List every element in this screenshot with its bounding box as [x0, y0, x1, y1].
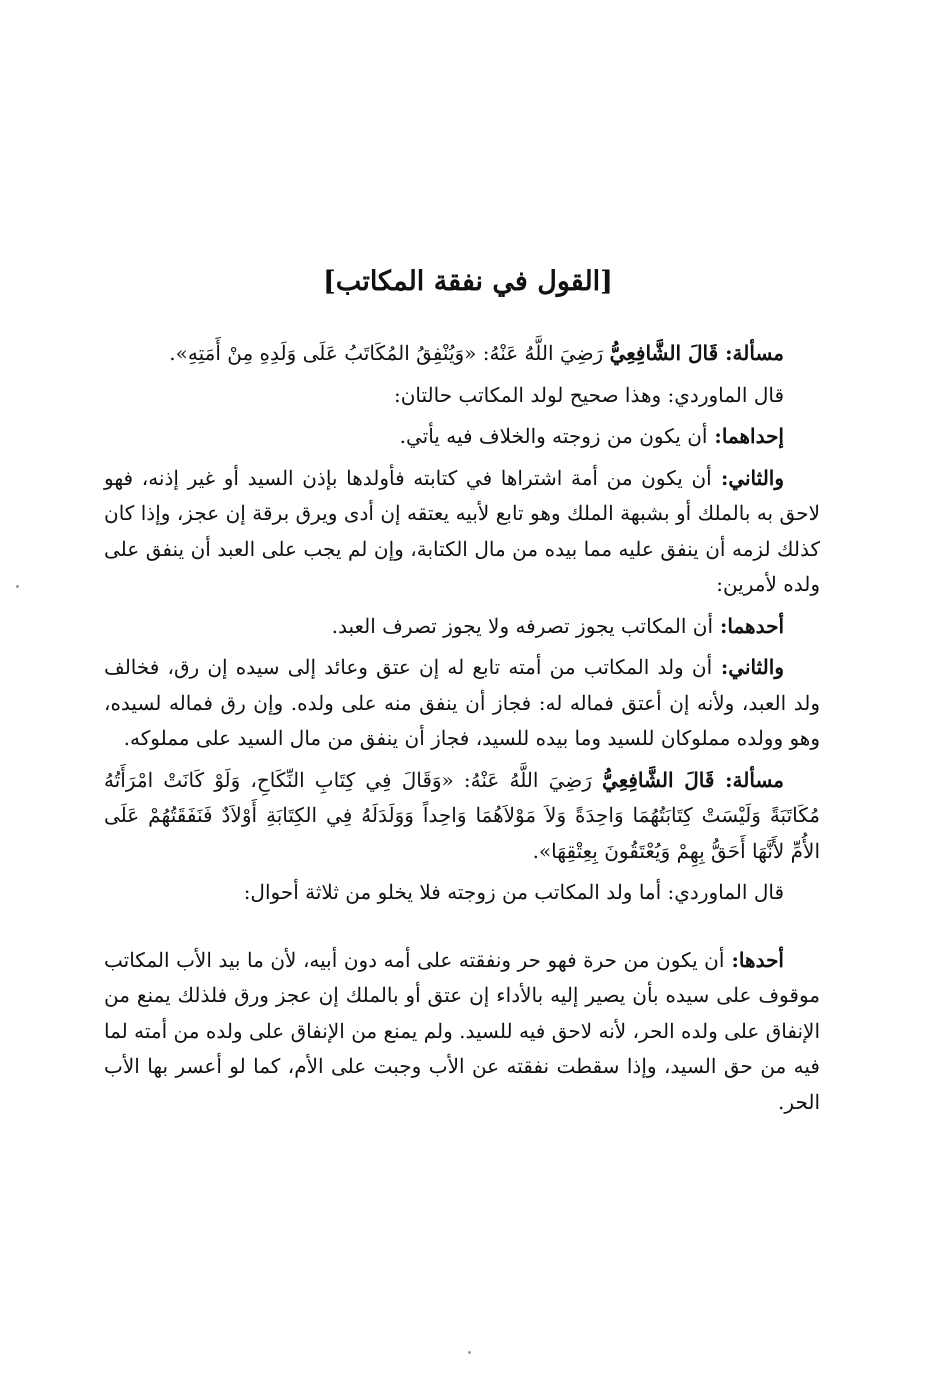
paragraph-text: رَضِيَ اللَّهُ عَنْهُ: «وَيُنْفِقُ المُكَاتَبُ عَلَى وَلَدِهِ مِنْ أَمَتِهِ».: [169, 341, 610, 365]
paragraph-text: أن المكاتب يجوز تصرفه ولا يجوز تصرف العبد.: [331, 613, 714, 638]
body-text: [104, 336, 820, 1126]
paragraph-text: أن ولد المكاتب من أمته تابع له إن عتق وعائد إلى سيده إن رق، فخالف ولد العبد، ولأنه إن أعتق فماله له: فجاز أن ينفق منه على ولده. وإن رق فماله لسيده، وهو وولده مملوكان للسيد وما بيده للسيد، فجاز أن ينفق من مال السيد على مملوكه.: [104, 655, 820, 750]
paragraph-lead: والثاني:: [712, 655, 784, 679]
scan-speck: [468, 1351, 471, 1354]
paragraph-lead: مسألة:: [718, 341, 784, 365]
paragraph-ahaduha: [104, 943, 820, 1121]
paragraph-mawardi-2: [104, 875, 820, 911]
paragraph-thani-2: [104, 650, 820, 757]
paragraph-masala-1: [104, 336, 820, 372]
paragraph-text: أن يكون من حرة فهو حر ونفقته على أمه دون أبيه، لأن ما بيد الأب المكاتب موقوف على سيده بأن يصير إليه بالأداء إن عتق أو بالملك إن عجز ورق فلذلك يمنع من الإنفاق على ولده الحر، لأنه لاحق فيه للسيد. ولم يمنع من الإنفاق على ولده من أمته لما فيه من حق السيد، وإذا سقطت نفقته عن الأب وجبت على الأم، كما لو أعسر بها الأب الحر.: [104, 947, 820, 1114]
paragraph-text: أن يكون من أمة اشتراها في كتابته فأولدها بإذن السيد أو غير إذنه، فهو لاحق به بالملك أو بشبهة الملك وهو تابع لأبيه يعتقه إن أدى ويرق برقة إن عجز، وإذا كان كذلك لزمه أن ينفق عليه مما بيده من مال الكتابة، وإن لم يجب على العبد أن ينفق على ولده لأمرين:: [104, 465, 820, 596]
speaker-name: قَالَ الشَّافِعِيُّ: [602, 767, 715, 792]
paragraph-text: رَضِيَ اللَّهُ عَنْهُ: «وَقَالَ فِي كِتَابِ النِّكَاحِ، وَلَوْ كَانَتْ امْرَأَتُهُ مُكَاتَبَةً وَلَيْسَتْ كِتَابَتُهُمَا وَاحِدَةً وَلاَ مَوْلاَهُمَا وَاحِداً وَوَلَدَلَهُ فِي الكِتَابَةِ أَوْلاَدٌ فَنَفَقَتُهُمْ عَلَى الأُمِّ لأَنَّهَا أَحَقُّ بِهِمْ وَيُعْتَقُونَ بِعِتْقِهَا».: [104, 767, 820, 863]
paragraph-lead: أحدهما:: [713, 613, 784, 638]
paragraph-lead: والثاني:: [711, 465, 784, 490]
paragraph-text: أن يكون من زوجته والخلاف فيه يأتي.: [399, 424, 708, 448]
paragraph-masala-2: [104, 763, 820, 870]
paragraph-ahaduhuma: [104, 609, 820, 645]
paragraph-ihdahuma: [104, 419, 820, 455]
paragraph-lead: أحدها:: [724, 947, 784, 972]
section-heading: [القول في نفقة المكاتب]: [323, 266, 613, 297]
paragraph-text: قال الماوردي: أما ولد المكاتب من زوجته فلا يخلو من ثلاثة أحوال:: [243, 880, 784, 904]
paragraph-lead: إحداهما:: [707, 424, 784, 448]
paragraph-text: قال الماوردي: وهذا صحيح لولد المكاتب حالتان:: [393, 382, 784, 407]
scan-speck: [16, 585, 19, 588]
paragraph-thani-1: [104, 461, 820, 603]
speaker-name: قَالَ الشَّافِعِيُّ: [609, 341, 719, 365]
paragraph-mawardi-1: [104, 378, 820, 414]
paragraph-lead: مسألة:: [714, 767, 785, 792]
